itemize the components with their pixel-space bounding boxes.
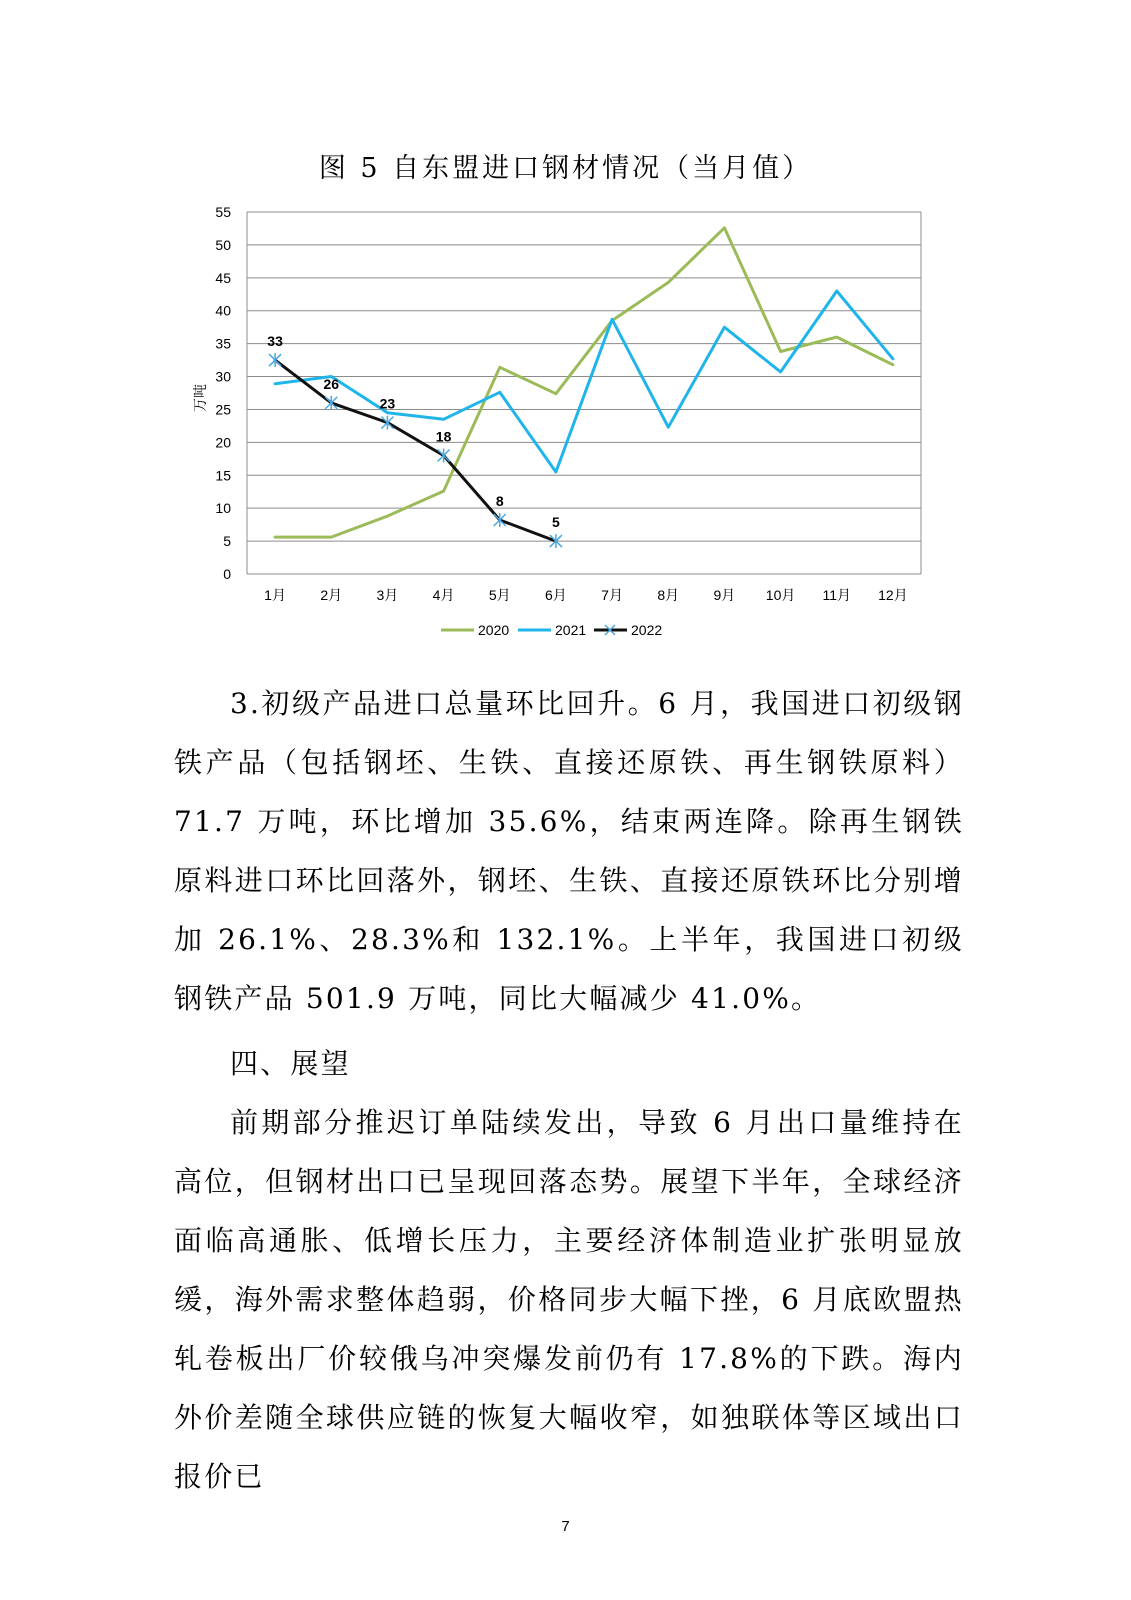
x-tick-label: 2月 (320, 587, 343, 603)
legend-item-2021 (518, 622, 586, 638)
y-tick-label: 10 (215, 500, 231, 517)
legend-item-2020 (441, 622, 509, 638)
data-label: 26 (323, 375, 340, 392)
line-chart (0, 0, 1131, 660)
x-tick-labels (264, 587, 908, 603)
y-tick-label: 55 (215, 204, 231, 220)
data-label: 8 (495, 493, 504, 510)
data-label: 5 (552, 514, 560, 531)
x-tick-label: 12月 (878, 587, 908, 603)
x-tick-label: 10月 (765, 587, 796, 603)
legend-label: 2022 (631, 622, 663, 638)
y-tick-labels (215, 204, 231, 582)
legend-label: 2021 (555, 622, 587, 638)
y-tick-label: 35 (215, 335, 231, 352)
data-label: 23 (379, 395, 396, 412)
y-axis-label: 万吨 (192, 384, 208, 412)
y-tick-label: 5 (223, 533, 231, 550)
x-tick-label: 5月 (488, 587, 511, 603)
y-tick-label: 30 (215, 368, 231, 385)
data-label: 33 (267, 333, 283, 350)
data-point-2022 (438, 449, 450, 463)
x-tick-label: 8月 (657, 587, 680, 603)
section-heading-outlook: 四、展望 (230, 1047, 351, 1080)
series-lines (269, 228, 893, 548)
y-tick-label: 45 (215, 269, 231, 286)
legend-label: 2020 (478, 622, 510, 638)
paragraph-primary-products: 3.初级产品进口总量环比回升。6 月，我国进口初级钢铁产品（包括钢坯、生铁、直接还原铁、再生钢铁原料）71.7 万吨，环比增加 35.6%，结束两连降。除再生钢铁原料进口环比回落外，钢坯、生铁、直接还原铁环比分别增加 26.1%、28.3%和 132.1%。上半年，我国进口初级钢铁产品 501.9 万吨，同比大幅减少 41.0%。 (174, 687, 964, 1015)
series-line-2021 (275, 291, 893, 472)
y-tick-label: 40 (215, 302, 231, 319)
x-tick-label: 7月 (601, 587, 623, 603)
y-tick-label: 50 (215, 236, 231, 253)
data-labels (267, 333, 560, 530)
x-tick-label: 1月 (264, 587, 286, 603)
series-line-2022 (275, 360, 556, 541)
page-number: 7 (561, 1518, 570, 1535)
y-tick-label: 15 (215, 467, 231, 484)
y-tick-label: 20 (215, 434, 231, 451)
series-line-2020 (275, 228, 893, 537)
x-tick-label: 6月 (545, 587, 567, 603)
x-tick-label: 3月 (376, 587, 399, 603)
y-tick-label: 0 (223, 566, 231, 582)
legend (441, 622, 662, 638)
paragraph-outlook: 前期部分推迟订单陆续发出，导致 6 月出口量维持在高位，但钢材出口已呈现回落态势。展望下半年，全球经济面临高通胀、低增长压力，主要经济体制造业扩张明显放缓，海外需求整体趋弱，价格同步大幅下挫，6 月底欧盟热轧卷板出厂价较俄乌冲突爆发前仍有 17.8%的下跌。海内外价差随全球供应链的恢复大幅收窄，如独联体等区域出口报价已 (174, 1106, 964, 1493)
legend-item-2022 (594, 622, 662, 638)
x-tick-label: 4月 (432, 587, 455, 603)
data-label: 18 (435, 428, 452, 445)
data-point-2022 (269, 353, 281, 367)
x-tick-label: 9月 (713, 587, 736, 603)
y-tick-label: 25 (215, 401, 231, 418)
chart-title: 图 5 自东盟进口钢材情况（当月值） (318, 153, 813, 184)
gridlines (247, 212, 921, 541)
x-tick-label: 11月 (822, 587, 852, 603)
